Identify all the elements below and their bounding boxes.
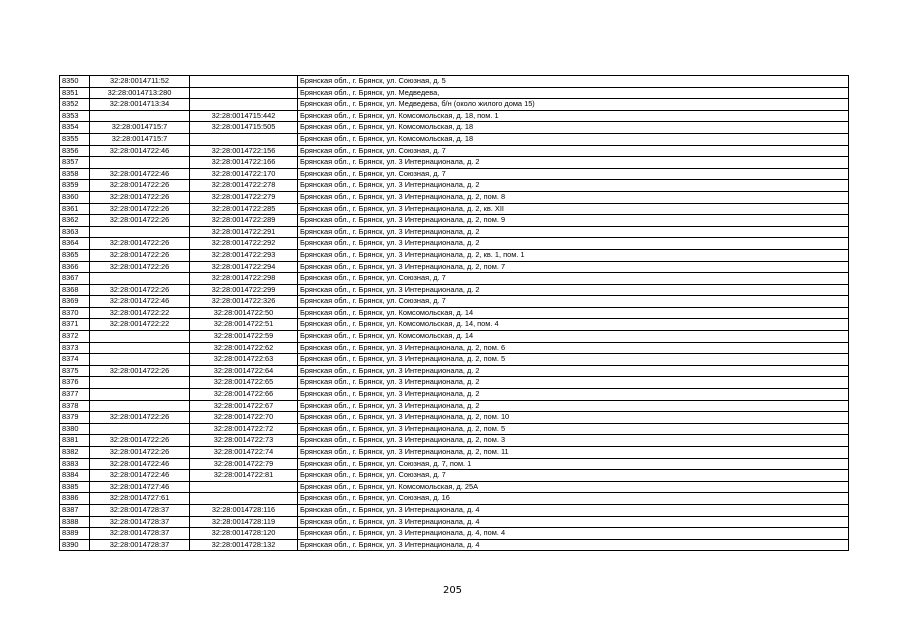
table-row: [60, 133, 849, 145]
table-row: [60, 180, 849, 192]
records-table: [59, 75, 849, 551]
row-number-cell: 8383: [60, 458, 90, 470]
address-cell: Брянская обл., г. Брянск, ул. Комсомольская, д. 25А: [298, 481, 849, 493]
row-number-cell: 8369: [60, 296, 90, 308]
land-cadastral-number-cell: 32:28:0014722:26: [90, 365, 190, 377]
land-cadastral-number-cell: 32:28:0014722:26: [90, 261, 190, 273]
object-cadastral-number-cell: [190, 99, 298, 111]
object-cadastral-number-cell: 32:28:0014722:79: [190, 458, 298, 470]
row-number-cell: 8382: [60, 447, 90, 459]
object-cadastral-number-cell: 32:28:0014722:166: [190, 157, 298, 169]
object-cadastral-number-cell: 32:28:0014722:81: [190, 470, 298, 482]
address-cell: Брянская обл., г. Брянск, ул. Комсомольская, д. 18, пом. 1: [298, 110, 849, 122]
row-number-cell: 8376: [60, 377, 90, 389]
object-cadastral-number-cell: 32:28:0014722:63: [190, 354, 298, 366]
row-number-cell: 8357: [60, 157, 90, 169]
land-cadastral-number-cell: 32:28:0014727:46: [90, 481, 190, 493]
row-number-cell: 8360: [60, 191, 90, 203]
row-number-cell: 8361: [60, 203, 90, 215]
row-number-cell: 8379: [60, 412, 90, 424]
address-cell: Брянская обл., г. Брянск, ул. 3 Интернационала, д. 2, пом. 6: [298, 342, 849, 354]
object-cadastral-number-cell: 32:28:0014722:289: [190, 215, 298, 227]
land-cadastral-number-cell: 32:28:0014722:46: [90, 145, 190, 157]
row-number-cell: 8362: [60, 215, 90, 227]
land-cadastral-number-cell: 32:28:0014722:46: [90, 470, 190, 482]
table-row: [60, 447, 849, 459]
object-cadastral-number-cell: 32:28:0014722:156: [190, 145, 298, 157]
row-number-cell: 8358: [60, 168, 90, 180]
row-number-cell: 8351: [60, 87, 90, 99]
land-cadastral-number-cell: [90, 377, 190, 389]
table-row: [60, 435, 849, 447]
address-cell: Брянская обл., г. Брянск, ул. Союзная, д. 7, пом. 1: [298, 458, 849, 470]
object-cadastral-number-cell: 32:28:0014722:50: [190, 307, 298, 319]
object-cadastral-number-cell: 32:28:0014722:292: [190, 238, 298, 250]
land-cadastral-number-cell: 32:28:0014722:26: [90, 203, 190, 215]
land-cadastral-number-cell: 32:28:0014722:46: [90, 168, 190, 180]
address-cell: Брянская обл., г. Брянск, ул. 3 Интернационала, д. 4: [298, 504, 849, 516]
table-row: [60, 412, 849, 424]
row-number-cell: 8363: [60, 226, 90, 238]
object-cadastral-number-cell: 32:28:0014722:294: [190, 261, 298, 273]
address-cell: Брянская обл., г. Брянск, ул. Союзная, д. 5: [298, 76, 849, 88]
land-cadastral-number-cell: 32:28:0014715:7: [90, 133, 190, 145]
table-row: [60, 284, 849, 296]
row-number-cell: 8381: [60, 435, 90, 447]
row-number-cell: 8386: [60, 493, 90, 505]
address-cell: Брянская обл., г. Брянск, ул. 3 Интернационала, д. 2, пом. 9: [298, 215, 849, 227]
row-number-cell: 8364: [60, 238, 90, 250]
table-row: [60, 238, 849, 250]
object-cadastral-number-cell: [190, 133, 298, 145]
row-number-cell: 8389: [60, 528, 90, 540]
address-cell: Брянская обл., г. Брянск, ул. 3 Интернационала, д. 2: [298, 180, 849, 192]
table-row: [60, 377, 849, 389]
address-cell: Брянская обл., г. Брянск, ул. 3 Интернационала, д. 4, пом. 4: [298, 528, 849, 540]
object-cadastral-number-cell: 32:28:0014722:70: [190, 412, 298, 424]
table-row: [60, 516, 849, 528]
address-cell: Брянская обл., г. Брянск, ул. 3 Интернационала, д. 2: [298, 365, 849, 377]
row-number-cell: 8359: [60, 180, 90, 192]
table-row: [60, 249, 849, 261]
address-cell: Брянская обл., г. Брянск, ул. Союзная, д. 7: [298, 296, 849, 308]
table-row: [60, 203, 849, 215]
land-cadastral-number-cell: [90, 273, 190, 285]
address-cell: Брянская обл., г. Брянск, ул. Медведева,: [298, 87, 849, 99]
address-cell: Брянская обл., г. Брянск, ул. 3 Интернационала, д. 2, пом. 11: [298, 447, 849, 459]
row-number-cell: 8354: [60, 122, 90, 134]
object-cadastral-number-cell: 32:28:0014722:285: [190, 203, 298, 215]
object-cadastral-number-cell: 32:28:0014722:73: [190, 435, 298, 447]
object-cadastral-number-cell: 32:28:0014722:66: [190, 389, 298, 401]
table-row: [60, 342, 849, 354]
row-number-cell: 8366: [60, 261, 90, 273]
object-cadastral-number-cell: 32:28:0014728:116: [190, 504, 298, 516]
table-row: [60, 145, 849, 157]
table-row: [60, 99, 849, 111]
address-cell: Брянская обл., г. Брянск, ул. Комсомольская, д. 14: [298, 307, 849, 319]
row-number-cell: 8367: [60, 273, 90, 285]
table-row: [60, 87, 849, 99]
object-cadastral-number-cell: 32:28:0014715:505: [190, 122, 298, 134]
table-row: [60, 307, 849, 319]
table-row: [60, 157, 849, 169]
address-cell: Брянская обл., г. Брянск, ул. 3 Интернационала, д. 2: [298, 284, 849, 296]
land-cadastral-number-cell: 32:28:0014722:22: [90, 319, 190, 331]
table-row: [60, 226, 849, 238]
records-table-body: [60, 76, 849, 551]
land-cadastral-number-cell: 32:28:0014727:61: [90, 493, 190, 505]
address-cell: Брянская обл., г. Брянск, ул. Медведева, б/н (около жилого дома 15): [298, 99, 849, 111]
address-cell: Брянская обл., г. Брянск, ул. 3 Интернационала, д. 2, пом. 5: [298, 423, 849, 435]
table-row: [60, 261, 849, 273]
land-cadastral-number-cell: [90, 423, 190, 435]
row-number-cell: 8377: [60, 389, 90, 401]
table-row: [60, 331, 849, 343]
object-cadastral-number-cell: 32:28:0014722:299: [190, 284, 298, 296]
row-number-cell: 8378: [60, 400, 90, 412]
row-number-cell: 8368: [60, 284, 90, 296]
land-cadastral-number-cell: 32:28:0014728:37: [90, 504, 190, 516]
address-cell: Брянская обл., г. Брянск, ул. 3 Интернационала, д. 2: [298, 226, 849, 238]
land-cadastral-number-cell: 32:28:0014728:37: [90, 528, 190, 540]
address-cell: Брянская обл., г. Брянск, ул. 3 Интернационала, д. 2, пом. 10: [298, 412, 849, 424]
row-number-cell: 8353: [60, 110, 90, 122]
table-row: [60, 389, 849, 401]
table-row: [60, 122, 849, 134]
address-cell: Брянская обл., г. Брянск, ул. Союзная, д. 16: [298, 493, 849, 505]
address-cell: Брянская обл., г. Брянск, ул. Союзная, д. 7: [298, 470, 849, 482]
address-cell: Брянская обл., г. Брянск, ул. 3 Интернационала, д. 2: [298, 238, 849, 250]
object-cadastral-number-cell: [190, 481, 298, 493]
table-row: [60, 273, 849, 285]
table-row: [60, 481, 849, 493]
land-cadastral-number-cell: 32:28:0014728:37: [90, 516, 190, 528]
row-number-cell: 8374: [60, 354, 90, 366]
table-row: [60, 458, 849, 470]
object-cadastral-number-cell: 32:28:0014728:119: [190, 516, 298, 528]
land-cadastral-number-cell: [90, 389, 190, 401]
object-cadastral-number-cell: 32:28:0014722:298: [190, 273, 298, 285]
address-cell: Брянская обл., г. Брянск, ул. Комсомольская, д. 18: [298, 122, 849, 134]
land-cadastral-number-cell: 32:28:0014728:37: [90, 539, 190, 551]
address-cell: Брянская обл., г. Брянск, ул. 3 Интернационала, д. 2: [298, 389, 849, 401]
object-cadastral-number-cell: 32:28:0014722:293: [190, 249, 298, 261]
table-row: [60, 528, 849, 540]
address-cell: Брянская обл., г. Брянск, ул. 3 Интернационала, д. 2: [298, 377, 849, 389]
land-cadastral-number-cell: [90, 110, 190, 122]
row-number-cell: 8387: [60, 504, 90, 516]
object-cadastral-number-cell: 32:28:0014722:291: [190, 226, 298, 238]
table-row: [60, 168, 849, 180]
object-cadastral-number-cell: 32:28:0014722:278: [190, 180, 298, 192]
object-cadastral-number-cell: 32:28:0014715:442: [190, 110, 298, 122]
address-cell: Брянская обл., г. Брянск, ул. 3 Интернационала, д. 2, пом. 5: [298, 354, 849, 366]
land-cadastral-number-cell: 32:28:0014722:46: [90, 458, 190, 470]
table-row: [60, 215, 849, 227]
object-cadastral-number-cell: 32:28:0014722:67: [190, 400, 298, 412]
row-number-cell: 8373: [60, 342, 90, 354]
address-cell: Брянская обл., г. Брянск, ул. 3 Интернационала, д. 2, пом. 7: [298, 261, 849, 273]
object-cadastral-number-cell: [190, 76, 298, 88]
row-number-cell: 8390: [60, 539, 90, 551]
row-number-cell: 8365: [60, 249, 90, 261]
object-cadastral-number-cell: 32:28:0014728:120: [190, 528, 298, 540]
land-cadastral-number-cell: 32:28:0014722:26: [90, 447, 190, 459]
address-cell: Брянская обл., г. Брянск, ул. 3 Интернационала, д. 2, кв. XII: [298, 203, 849, 215]
land-cadastral-number-cell: 32:28:0014722:26: [90, 215, 190, 227]
object-cadastral-number-cell: 32:28:0014722:65: [190, 377, 298, 389]
table-row: [60, 319, 849, 331]
object-cadastral-number-cell: 32:28:0014728:132: [190, 539, 298, 551]
row-number-cell: 8375: [60, 365, 90, 377]
land-cadastral-number-cell: 32:28:0014722:26: [90, 435, 190, 447]
object-cadastral-number-cell: 32:28:0014722:64: [190, 365, 298, 377]
row-number-cell: 8350: [60, 76, 90, 88]
address-cell: Брянская обл., г. Брянск, ул. Союзная, д. 7: [298, 168, 849, 180]
object-cadastral-number-cell: 32:28:0014722:279: [190, 191, 298, 203]
row-number-cell: 8380: [60, 423, 90, 435]
land-cadastral-number-cell: [90, 157, 190, 169]
land-cadastral-number-cell: 32:28:0014722:26: [90, 284, 190, 296]
object-cadastral-number-cell: 32:28:0014722:74: [190, 447, 298, 459]
address-cell: Брянская обл., г. Брянск, ул. 3 Интернационала, д. 2, пом. 3: [298, 435, 849, 447]
row-number-cell: 8371: [60, 319, 90, 331]
address-cell: Брянская обл., г. Брянск, ул. 3 Интернационала, д. 2, пом. 8: [298, 191, 849, 203]
object-cadastral-number-cell: 32:28:0014722:59: [190, 331, 298, 343]
object-cadastral-number-cell: [190, 493, 298, 505]
object-cadastral-number-cell: 32:28:0014722:62: [190, 342, 298, 354]
row-number-cell: 8370: [60, 307, 90, 319]
row-number-cell: 8356: [60, 145, 90, 157]
table-row: [60, 191, 849, 203]
object-cadastral-number-cell: 32:28:0014722:326: [190, 296, 298, 308]
table-row: [60, 470, 849, 482]
address-cell: Брянская обл., г. Брянск, ул. 3 Интернационала, д. 2, кв. 1, пом. 1: [298, 249, 849, 261]
land-cadastral-number-cell: 32:28:0014715:7: [90, 122, 190, 134]
row-number-cell: 8372: [60, 331, 90, 343]
land-cadastral-number-cell: 32:28:0014713:280: [90, 87, 190, 99]
land-cadastral-number-cell: 32:28:0014722:26: [90, 412, 190, 424]
row-number-cell: 8384: [60, 470, 90, 482]
table-row: [60, 354, 849, 366]
address-cell: Брянская обл., г. Брянск, ул. Союзная, д. 7: [298, 273, 849, 285]
land-cadastral-number-cell: [90, 400, 190, 412]
land-cadastral-number-cell: [90, 342, 190, 354]
table-row: [60, 296, 849, 308]
table-row: [60, 365, 849, 377]
object-cadastral-number-cell: [190, 87, 298, 99]
object-cadastral-number-cell: 32:28:0014722:72: [190, 423, 298, 435]
object-cadastral-number-cell: 32:28:0014722:51: [190, 319, 298, 331]
row-number-cell: 8352: [60, 99, 90, 111]
table-row: [60, 504, 849, 516]
land-cadastral-number-cell: [90, 331, 190, 343]
table-row: [60, 539, 849, 551]
land-cadastral-number-cell: 32:28:0014713:34: [90, 99, 190, 111]
object-cadastral-number-cell: 32:28:0014722:170: [190, 168, 298, 180]
land-cadastral-number-cell: 32:28:0014711:52: [90, 76, 190, 88]
land-cadastral-number-cell: 32:28:0014722:46: [90, 296, 190, 308]
table-row: [60, 493, 849, 505]
row-number-cell: 8385: [60, 481, 90, 493]
row-number-cell: 8355: [60, 133, 90, 145]
page-number: 205: [442, 585, 463, 596]
address-cell: Брянская обл., г. Брянск, ул. 3 Интернационала, д. 2: [298, 400, 849, 412]
table-row: [60, 423, 849, 435]
table-row: [60, 76, 849, 88]
land-cadastral-number-cell: 32:28:0014722:26: [90, 191, 190, 203]
address-cell: Брянская обл., г. Брянск, ул. Союзная, д. 7: [298, 145, 849, 157]
address-cell: Брянская обл., г. Брянск, ул. Комсомольская, д. 14, пом. 4: [298, 319, 849, 331]
land-cadastral-number-cell: 32:28:0014722:26: [90, 238, 190, 250]
row-number-cell: 8388: [60, 516, 90, 528]
address-cell: Брянская обл., г. Брянск, ул. Комсомольская, д. 14: [298, 331, 849, 343]
land-cadastral-number-cell: 32:28:0014722:22: [90, 307, 190, 319]
address-cell: Брянская обл., г. Брянск, ул. Комсомольская, д. 18: [298, 133, 849, 145]
land-cadastral-number-cell: 32:28:0014722:26: [90, 180, 190, 192]
land-cadastral-number-cell: 32:28:0014722:26: [90, 249, 190, 261]
land-cadastral-number-cell: [90, 354, 190, 366]
table-row: [60, 400, 849, 412]
land-cadastral-number-cell: [90, 226, 190, 238]
address-cell: Брянская обл., г. Брянск, ул. 3 Интернационала, д. 2: [298, 157, 849, 169]
address-cell: Брянская обл., г. Брянск, ул. 3 Интернационала, д. 4: [298, 516, 849, 528]
address-cell: Брянская обл., г. Брянск, ул. 3 Интернационала, д. 4: [298, 539, 849, 551]
table-row: [60, 110, 849, 122]
